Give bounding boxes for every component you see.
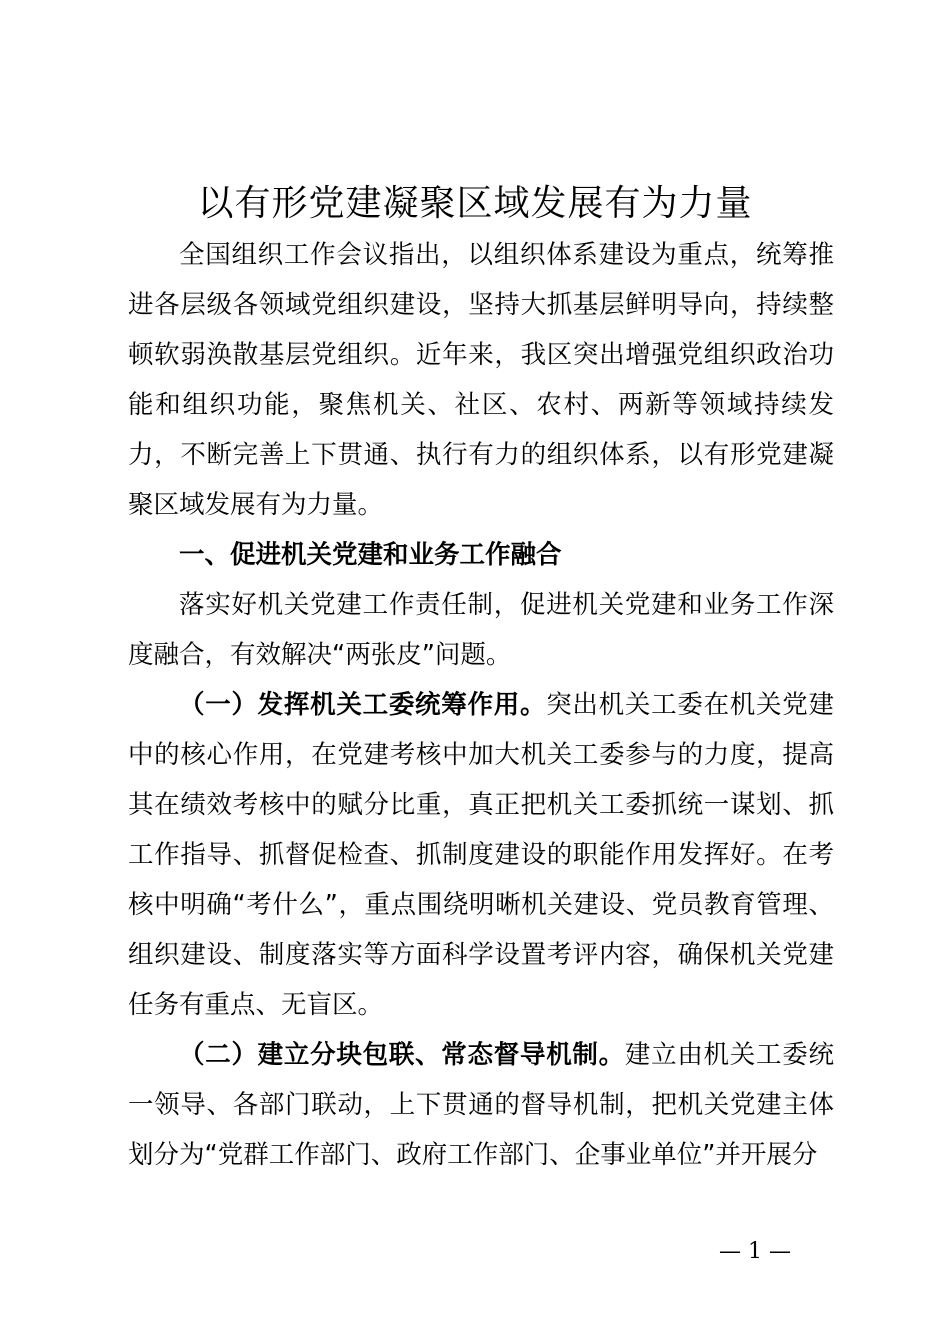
intro-paragraph: 全国组织工作会议指出，以组织体系建设为重点，统筹推进各层级各领域党组织建设，坚持大抓基层鲜明导向，持续整顿软弱涣散基层党组织。近年来，我区突出增强党组织政治功能和组织功能，聚焦机关、社区、农村、两新等领域持续发力，不断完善上下贯通、执行有力的组织体系，以有形党建凝聚区域发展有为力量。: [128, 240, 834, 520]
item-2-paragraph: [128, 1030, 834, 1180]
document-title: 以有形党建凝聚区域发展有为力量: [197, 183, 753, 224]
document-body: [128, 230, 834, 1180]
section-1-heading: 一、促进机关党建和业务工作融合: [179, 540, 562, 570]
item-1-body: 突出机关工委在机关党建中的核心作用，在党建考核中加大机关工委参与的力度，提高其在绩效考核中的赋分比重，真正把机关工委抓统一谋划、抓工作指导、抓督促检查、抓制度建设的职能作用发挥好。在考核中明确“考什么”，重点围绕明晰机关建设、党员教育管理、组织建设、制度落实等方面科学设置考评内容，确保机关党建任务有重点、无盲区。: [128, 690, 834, 1020]
section-1-intro-paragraph: 落实好机关党建工作责任制，促进机关党建和业务工作深度融合，有效解决“两张皮”问题。: [128, 590, 834, 670]
item-2-title: （二）建立分块包联、常态督导机制。: [179, 1040, 625, 1070]
item-2-body: 建立由机关工委统一领导、各部门联动，上下贯通的督导机制，把机关党建主体划分为“党群工作部门、政府工作部门、企事业单位”并开展分: [128, 1040, 834, 1170]
item-1-title: （一）发挥机关工委统筹作用。: [179, 690, 547, 720]
item-1-paragraph: [128, 680, 834, 1030]
page-number: — 1 —: [719, 1239, 791, 1264]
